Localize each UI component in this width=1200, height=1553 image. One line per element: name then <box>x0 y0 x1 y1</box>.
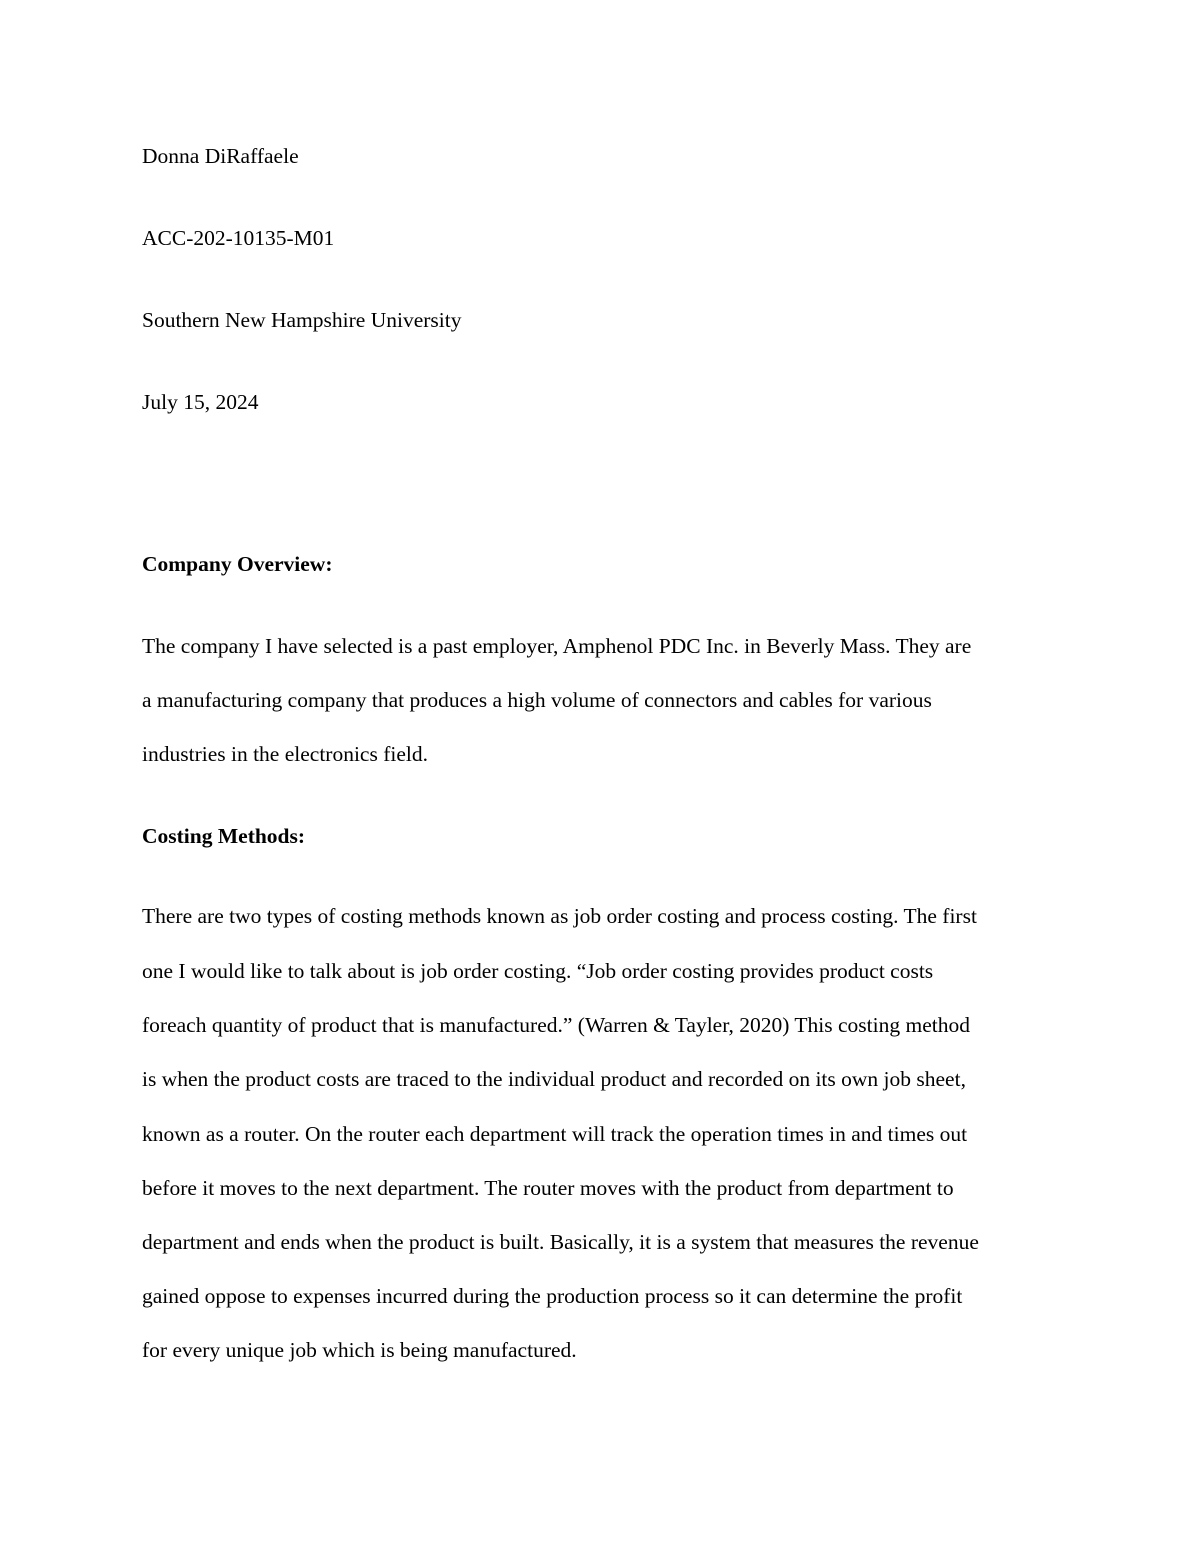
section-heading-costing-methods: Costing Methods: <box>142 824 306 848</box>
section-heading-company-overview: Company Overview: <box>142 552 333 576</box>
document-date: July 15, 2024 <box>142 390 259 414</box>
paragraph-line: foreach quantity of product that is manufactured.” (Warren & Tayler, 2020) This costing method <box>142 1013 970 1037</box>
paragraph-line: There are two types of costing methods known as job order costing and process costing. The first <box>142 904 977 928</box>
paragraph-line: one I would like to talk about is job order costing. “Job order costing provides product costs <box>142 959 934 983</box>
author-name: Donna DiRaffaele <box>142 144 299 168</box>
paragraph-line: before it moves to the next department. The router moves with the product from department to <box>142 1176 954 1200</box>
course-code: ACC-202-10135-M01 <box>142 226 335 250</box>
institution-name: Southern New Hampshire University <box>142 308 462 332</box>
paragraph-line: a manufacturing company that produces a high volume of connectors and cables for various <box>142 688 932 712</box>
paragraph-line: known as a router. On the router each department will track the operation times in and times out <box>142 1122 968 1146</box>
paragraph-line: is when the product costs are traced to the individual product and recorded on its own job sheet, <box>142 1067 966 1091</box>
paragraph-line: industries in the electronics field. <box>142 742 428 766</box>
paragraph-line: department and ends when the product is built. Basically, it is a system that measures the revenue <box>142 1230 979 1254</box>
paragraph-line: for every unique job which is being manufactured. <box>142 1338 577 1362</box>
paragraph-line: gained oppose to expenses incurred during the production process so it can determine the profit <box>142 1284 963 1308</box>
paragraph-line: The company I have selected is a past employer, Amphenol PDC Inc. in Beverly Mass. They are <box>142 634 972 658</box>
